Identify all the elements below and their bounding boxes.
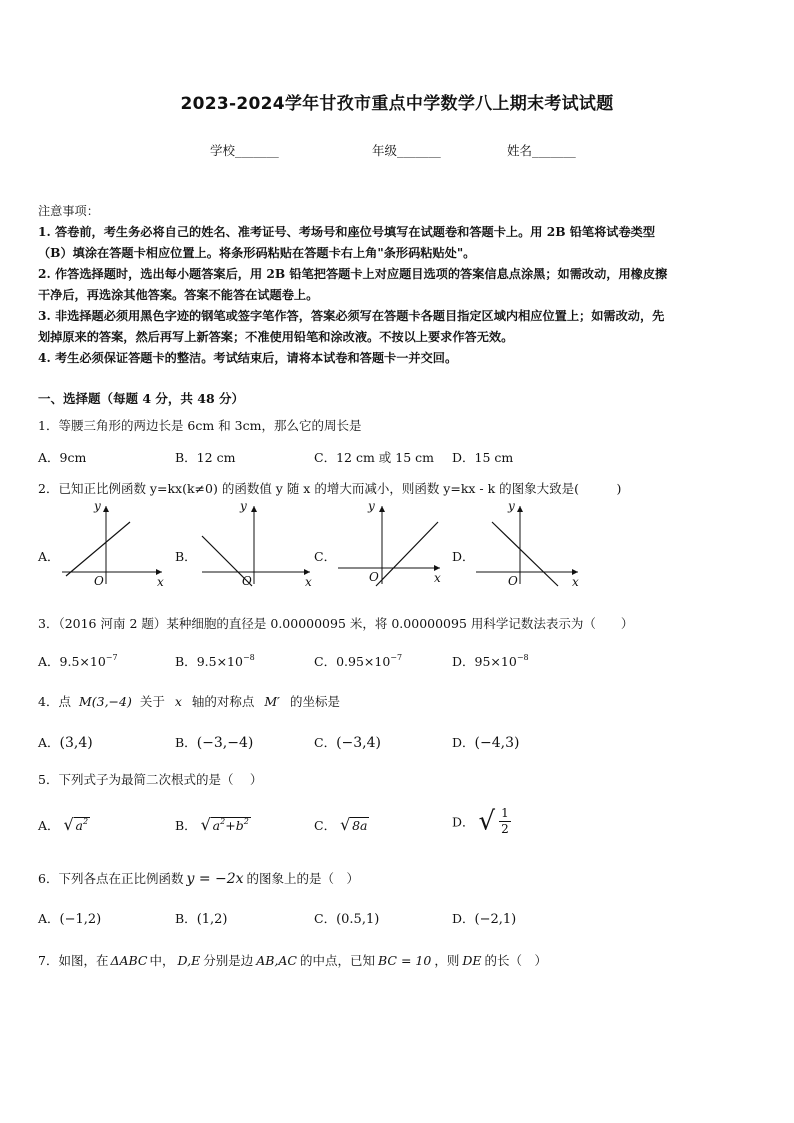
q2-graph-a-line xyxy=(66,522,130,576)
q3-option-d: D．$95\times 10^{-8}$ xyxy=(452,653,529,669)
q1-option-a: A．9cm xyxy=(38,450,87,465)
q2-stem: 2．已知正比例函数 y=kx(k≠0) 的函数值 y 随 x 的增大而减小，则函数 y=kx - k 的图象大致是( ) xyxy=(38,481,622,496)
grade-field: 年级_______ xyxy=(372,143,441,158)
notice-item-4: 4. 考生必须保证答题卡的整洁。考试结束后，请将本试卷和答题卡一并交回。 xyxy=(38,351,458,365)
q2-graph-c-y-label: y xyxy=(368,500,375,513)
section-heading: 一、选择题（每题 4 分，共 48 分） xyxy=(38,391,245,406)
q2-graph-c xyxy=(336,500,448,588)
school-field: 学校_______ xyxy=(210,143,279,158)
notice-item-1b: （B）填涂在答题卡相应位置上。将条形码粘贴在答题卡右上角"条形码粘贴处"。 xyxy=(38,246,476,260)
notice-item-2b: 干净后，再选涂其他答案。答案不能答在试题卷上。 xyxy=(38,288,319,302)
q2-graph-d-y-label: y xyxy=(508,500,515,513)
notice-item-3b: 划掉原来的答案，然后再写上新答案；不准使用铅笔和涂改液。不按以上要求作答无效。 xyxy=(38,330,514,344)
notice-item-2a: 2. 作答选择题时，选出每小题答案后，用 2B 铅笔把答题卡上对应题目选项的答案信息点涂黑；如需改动，用橡皮擦 xyxy=(38,267,668,281)
q6-option-b: B．(1,2) xyxy=(175,911,228,927)
q4-option-b: B．(−3,−4) xyxy=(175,735,254,751)
q3-stem: 3．（2016 河南 2 题）某种细胞的直径是 0.00000095 米，将 0.00000095 用科学记数法表示为（ ） xyxy=(38,616,634,631)
q5-a-sqrt: √ $a^2$ xyxy=(63,815,89,834)
q6-option-a: A．(−1,2) xyxy=(38,911,102,927)
q4-stem: 4．点 M(3,−4) 关于 x 轴的对称点 M′ 的坐标是 xyxy=(38,694,341,709)
q2-graph-b xyxy=(198,500,318,588)
q6-stem: 6．下列各点在正比例函数 y = −2x 的图象上的是（ ） xyxy=(38,871,360,887)
q5-c-sqrt: √ 8a xyxy=(340,815,368,834)
q5-option-b: B． √ $a^2+b^2$ xyxy=(175,815,249,834)
q1-option-d: D．15 cm xyxy=(452,450,514,465)
q2-graph-b-x-label: x xyxy=(305,575,312,588)
q2-graph-b-y-label: y xyxy=(240,500,247,513)
q2-graph-c-x-label: x xyxy=(434,571,441,585)
q3-option-a: A．$9.5\times 10^{-7}$ xyxy=(38,653,118,669)
q1-option-c: C．12 cm 或 15 cm xyxy=(314,450,434,465)
q1-stem: 1．等腰三角形的两边长是 6cm 和 3cm，那么它的周长是 xyxy=(38,418,362,433)
q2-graph-a-y-label: y xyxy=(94,500,101,513)
q5-b-sqrt: √ $a^2+b^2$ xyxy=(200,815,249,834)
notice-item-3a: 3. 非选择题必须用黑色字迹的钢笔或签字笔作答，答案必须写在答题卡各题目指定区域内相应位置上；如需改动，先 xyxy=(38,309,665,323)
q2-graph-d-x-label: x xyxy=(572,575,579,588)
q2-graph-b-origin: O xyxy=(242,574,252,588)
q3-option-b: B．$9.5\times 10^{-8}$ xyxy=(175,653,255,669)
q2-graph-d-origin: O xyxy=(508,574,518,588)
notice-item-1a: 1. 答卷前，考生务必将自己的姓名、准考证号、考场号和座位号填写在试题卷和答题卡上。用 2B 铅笔将试卷类型 xyxy=(38,225,656,239)
q4-option-a: A．(3,4) xyxy=(38,735,93,751)
q5-d-fraction: $\frac{1}{2}$ xyxy=(501,806,509,836)
q2-option-a: A． xyxy=(38,549,60,564)
q2-option-c: C． xyxy=(314,549,337,564)
q2-graph-c-line xyxy=(376,522,438,586)
q2-graph-d xyxy=(474,500,586,588)
q2-graph-c-origin: O xyxy=(369,570,379,584)
q6-option-c: C．(0.5,1) xyxy=(314,911,380,927)
q5-stem: 5．下列式子为最简二次根式的是（ ） xyxy=(38,772,263,787)
q7-stem: 7．如图，在 ΔABC 中， D,E 分别是边 AB,AC 的中点，已知 BC = 10 ，则 DE 的长（ ） xyxy=(38,953,548,968)
q1-option-b: B．12 cm xyxy=(175,450,236,465)
q2-graph-a xyxy=(58,500,170,588)
q2-option-b: B． xyxy=(175,549,197,564)
q2-graph-d-line xyxy=(492,522,558,586)
q2-graph-a-origin: O xyxy=(94,574,104,588)
q4-option-d: D．(−4,3) xyxy=(452,735,520,751)
q2-graph-a-x-label: x xyxy=(157,575,164,588)
name-field: 姓名_______ xyxy=(507,143,576,158)
q6-option-d: D．(−2,1) xyxy=(452,911,517,927)
q4-option-c: C．(−3,4) xyxy=(314,735,381,751)
q3-option-c: C．$0.95\times 10^{-7}$ xyxy=(314,653,403,669)
q5-option-d: D． √ $\frac{1}{2}$ xyxy=(452,806,509,837)
q5-option-c: C． √ 8a xyxy=(314,815,368,834)
page-title: 2023-2024学年甘孜市重点中学数学八上期末考试试题 xyxy=(180,94,614,114)
q5-option-a: A． √ $a^2$ xyxy=(38,815,89,834)
notice-heading: 注意事项： xyxy=(38,204,99,218)
q2-option-d: D． xyxy=(452,549,475,564)
